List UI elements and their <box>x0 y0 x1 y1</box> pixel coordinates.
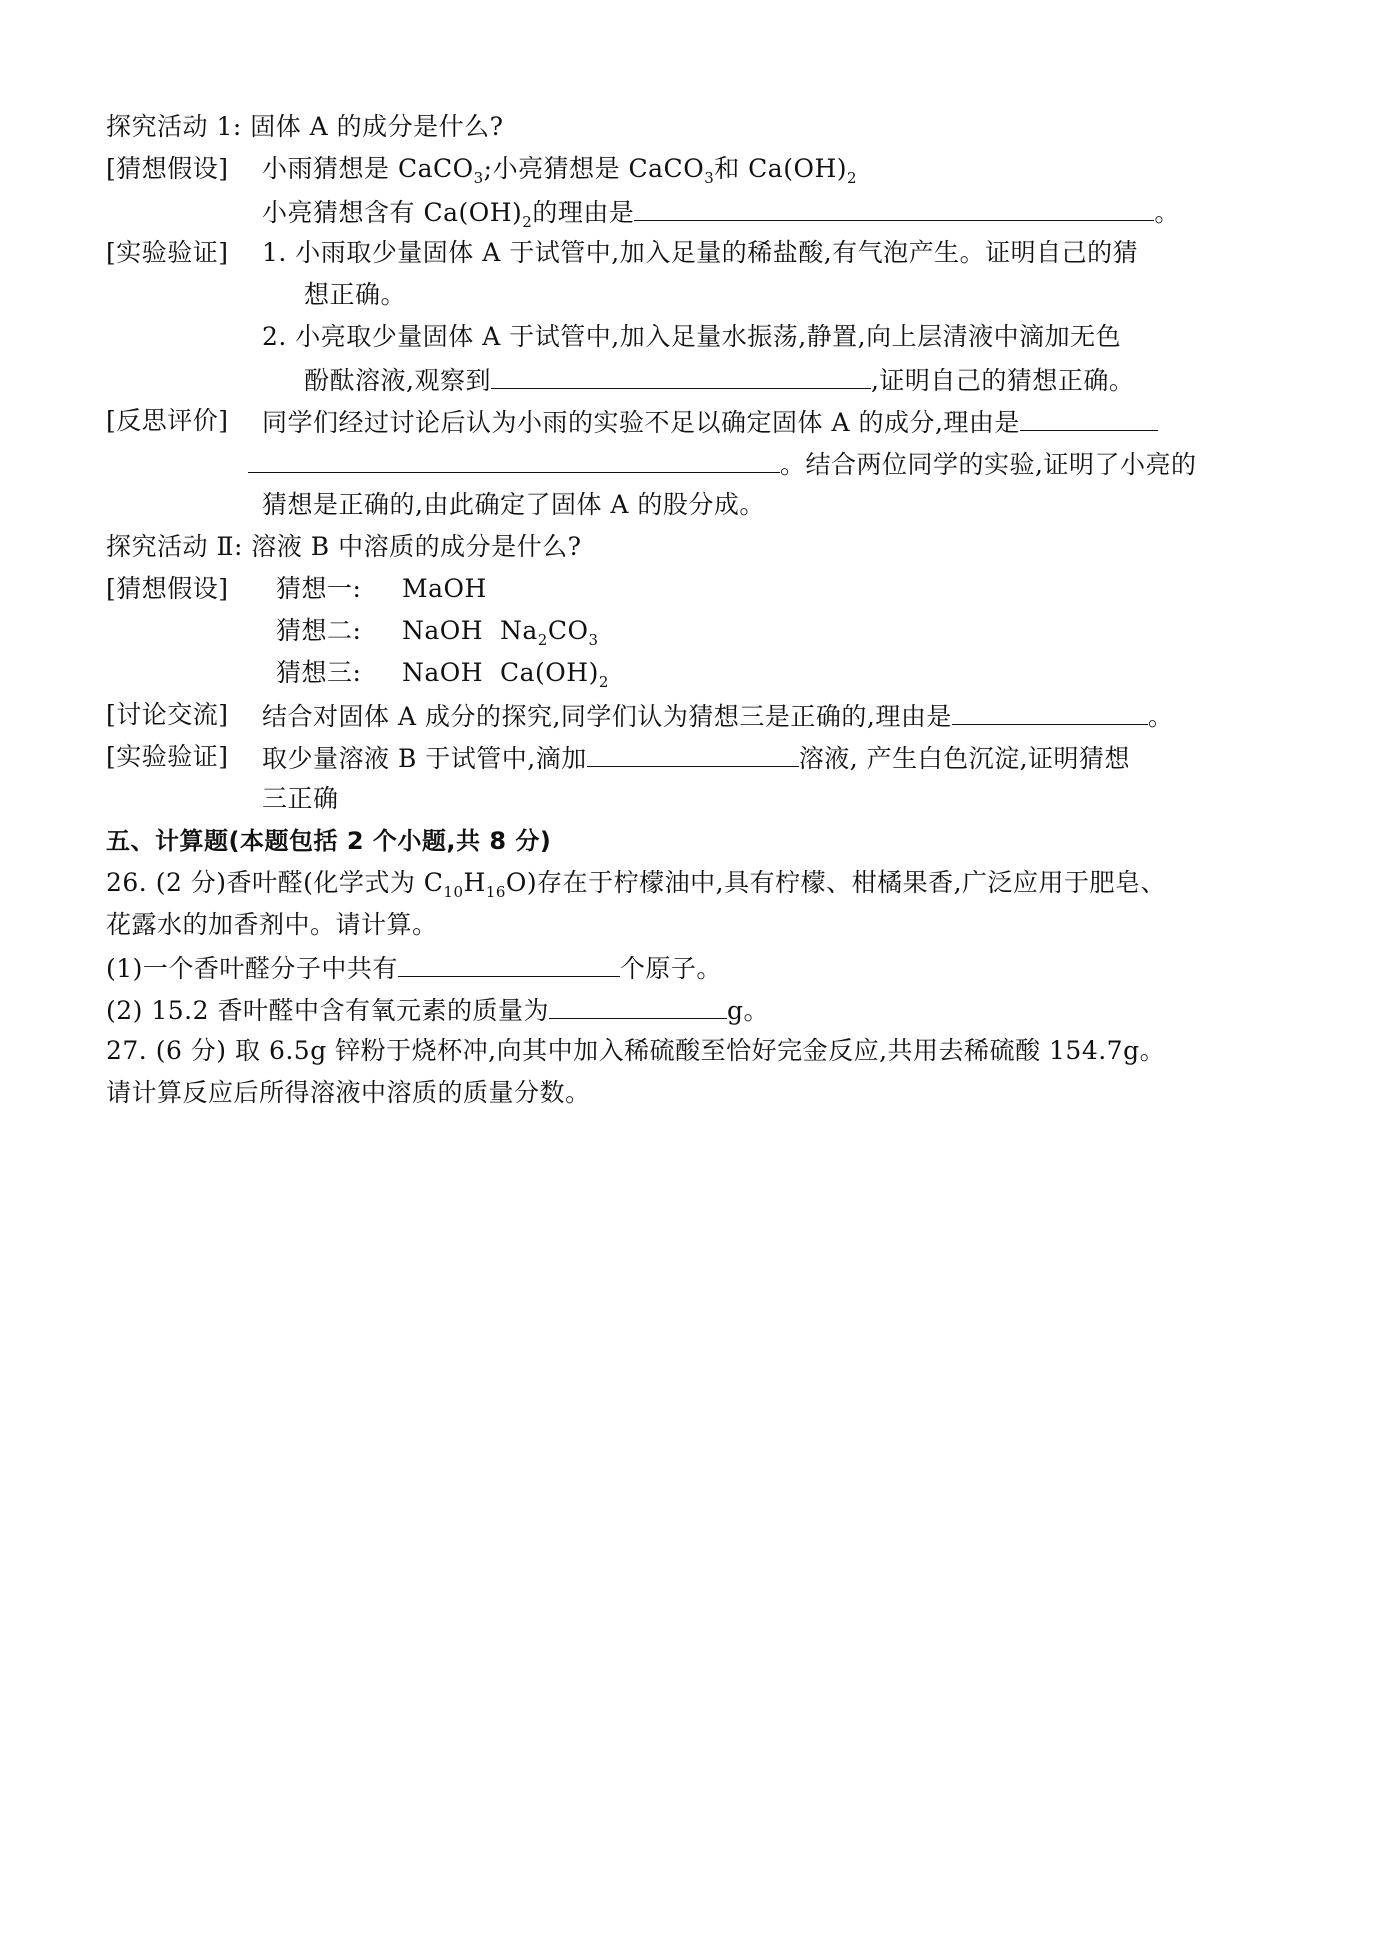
subscript: 3 <box>704 169 715 187</box>
text-span: (1)一个香叶醛分子中共有 <box>106 954 398 983</box>
answer-blank[interactable] <box>248 446 780 473</box>
section5-heading: 五、计算题(本题包括 2 个小题,共 8 分) <box>106 827 552 855</box>
text-span: Ca(OH) <box>500 658 599 687</box>
answer-blank[interactable] <box>491 362 871 389</box>
text-span: 个原子。 <box>619 954 722 983</box>
experiment-b-line1 <box>262 740 1130 776</box>
guess2-label: 猜想二: <box>276 616 362 645</box>
subscript: 2 <box>598 673 609 691</box>
text-span: 和 Ca(OH) <box>714 154 848 183</box>
text-span: g。 <box>726 996 769 1025</box>
text-span: H <box>463 868 486 897</box>
text-span: ,证明自己的猜想正确。 <box>870 366 1135 395</box>
subscript: 16 <box>485 883 506 901</box>
q26-line1 <box>106 866 1166 900</box>
guess1-value: MaOH <box>402 574 487 603</box>
text-span: Na <box>500 616 538 645</box>
q26-part2 <box>106 992 769 1028</box>
text-span: CO <box>547 616 589 645</box>
text-span: (2) 15.2 香叶醛中含有氧元素的质量为 <box>106 996 549 1025</box>
text-span: 酚酞溶液,观察到 <box>304 366 491 395</box>
guess3-label: 猜想三: <box>276 658 362 687</box>
answer-blank[interactable] <box>587 740 799 767</box>
hypothesis-tag-2: [猜想假设] <box>106 574 229 603</box>
text-span: 小亮猜想含有 Ca(OH) <box>262 198 523 227</box>
answer-blank[interactable] <box>1020 404 1158 431</box>
reflection-tag: [反思评价] <box>106 406 229 435</box>
activity1-title: 探究活动 1: 固体 A 的成分是什么? <box>106 112 504 141</box>
text-span: 的理由是 <box>532 198 635 227</box>
answer-blank[interactable] <box>549 992 727 1019</box>
text-span: 溶液, 产生白色沉淀,证明猜想 <box>798 744 1131 773</box>
experiment2-line1: 2. 小亮取少量固体 A 于试管中,加入足量水振荡,静置,向上层清液中滴加无色 <box>262 322 1122 351</box>
hypothesis-tag: [猜想假设] <box>106 154 229 183</box>
text-span: O)存在于柠檬油中,具有柠檬、柑橘果香,广泛应用于肥皂、 <box>505 868 1167 897</box>
text-span: ;小亮猜想是 CaCO <box>483 154 705 183</box>
answer-blank[interactable] <box>398 950 620 977</box>
subscript: 2 <box>847 169 858 187</box>
subscript: 10 <box>443 883 464 901</box>
text-span: 。结合两位同学的实验,证明了小亮的 <box>780 450 1197 479</box>
q26-part1 <box>106 950 722 986</box>
guess3-value1: NaOH <box>402 658 484 687</box>
answer-blank[interactable] <box>634 194 1154 221</box>
subscript: 2 <box>537 631 548 649</box>
experiment1-line1: 1. 小雨取少量固体 A 于试管中,加入足量的稀盐酸,有气泡产生。证明自己的猜 <box>262 238 1139 267</box>
discussion-line <box>262 698 1173 734</box>
guess3-value2 <box>500 656 609 690</box>
q27-line1: 27. (6 分) 取 6.5g 锌粉于烧杯冲,向其中加入稀硫酸至恰好完金反应,共用去稀硫酸 154.7g。 <box>106 1036 1166 1065</box>
guess2-value1: NaOH <box>402 616 484 645</box>
q27-line2: 请计算反应后所得溶液中溶质的质量分数。 <box>106 1078 591 1107</box>
guess2-value2 <box>500 614 599 648</box>
text-span: 小雨猜想是 CaCO <box>262 154 474 183</box>
discussion-tag: [讨论交流] <box>106 700 229 729</box>
activity2-title: 探究活动 Ⅱ: 溶液 B 中溶质的成分是什么? <box>106 532 582 561</box>
text-span: 26. (2 分)香叶醛(化学式为 C <box>106 868 444 897</box>
experiment-b-line2: 三正确 <box>262 784 339 813</box>
q26-line2: 花露水的加香剂中。请计算。 <box>106 910 438 939</box>
hypothesis-line2 <box>262 194 1180 230</box>
subscript: 3 <box>588 631 599 649</box>
text-span: 同学们经过讨论后认为小雨的实验不足以确定固体 A 的成分,理由是 <box>262 408 1020 437</box>
reflection-line2 <box>248 446 1196 482</box>
guess1-label: 猜想一: <box>276 574 362 603</box>
text-span: 取少量溶液 B 于试管中,滴加 <box>262 744 587 773</box>
experiment-tag-2: [实验验证] <box>106 742 229 771</box>
experiment2-line2 <box>304 362 1134 398</box>
text-span: 。 <box>1147 702 1174 731</box>
text-span: 结合对固体 A 成分的探究,同学们认为猜想三是正确的,理由是 <box>262 702 952 731</box>
text-span: 。 <box>1154 198 1180 227</box>
reflection-line1 <box>262 404 1158 440</box>
answer-blank[interactable] <box>952 698 1148 725</box>
reflection-line3: 猜想是正确的,由此确定了固体 A 的股分成。 <box>262 490 765 519</box>
experiment-tag: [实验验证] <box>106 238 229 267</box>
hypothesis-line1 <box>262 152 857 186</box>
subscript: 3 <box>473 169 484 187</box>
subscript: 2 <box>522 213 533 231</box>
experiment1-line2: 想正确。 <box>304 280 407 309</box>
